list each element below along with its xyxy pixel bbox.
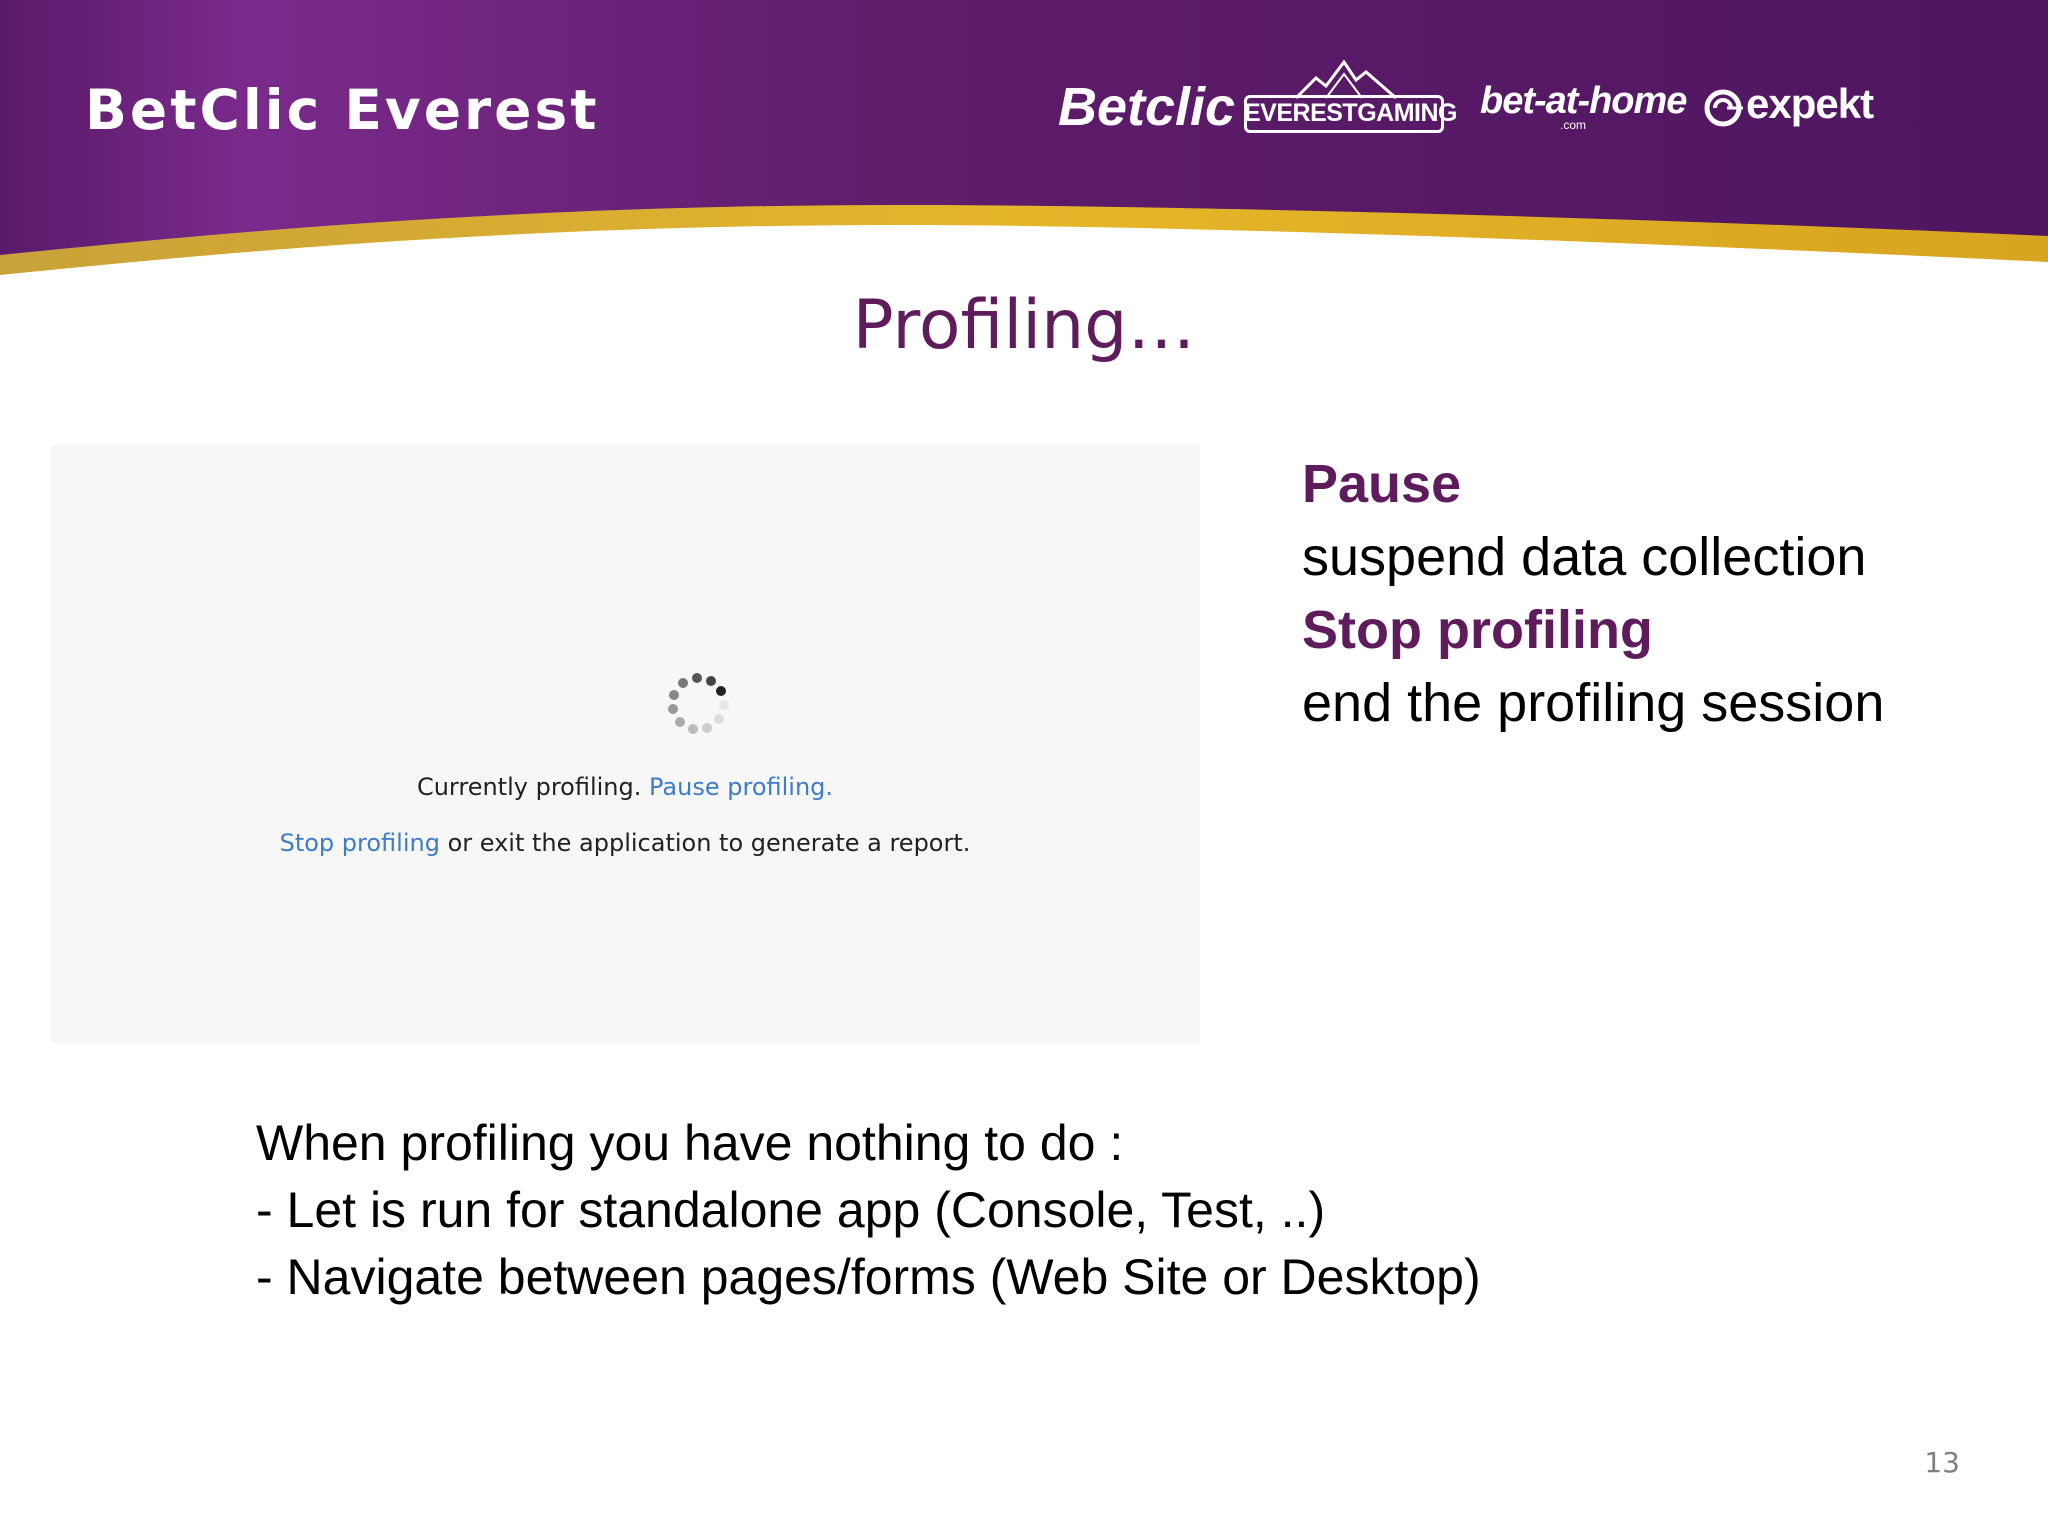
header-banner	[0, 0, 2048, 290]
everest-gaming-text: EVERESTGAMING	[1244, 99, 1457, 127]
notes-line: When profiling you have nothing to do :	[256, 1115, 1124, 1171]
betclic-logo: Betclic	[1058, 77, 1236, 137]
notes-line: - Let is run for standalone app (Console, Test, ..)	[256, 1182, 1326, 1238]
status-text: Currently profiling.	[416, 773, 642, 801]
definition-description: end the profiling session	[1302, 673, 1885, 733]
loading-spinner-icon	[660, 667, 734, 741]
profiling-status	[50, 773, 1200, 801]
definition-term: Pause	[1302, 454, 1462, 514]
stop-profiling-link[interactable]: Stop profiling	[279, 829, 440, 857]
profiling-instructions	[50, 829, 1200, 857]
pause-profiling-link[interactable]: Pause profiling.	[649, 773, 834, 801]
company-name: BetClic Everest	[85, 78, 600, 142]
expekt-swirl-icon	[1703, 88, 1743, 128]
bet-at-home-logo: bet-at-home	[1480, 80, 1687, 122]
everest-gaming-logo	[1244, 60, 1457, 140]
notes-line: - Navigate between pages/forms (Web Site or Desktop)	[256, 1249, 1481, 1305]
bet-at-home-domain: .com	[1560, 118, 1587, 132]
page-number: 13	[1924, 1446, 1960, 1479]
slide-title: Profiling…	[852, 286, 1196, 365]
definition-term: Stop profiling	[1302, 600, 1653, 660]
definitions-list	[1302, 448, 2022, 740]
definition-description: suspend data collection	[1302, 527, 1867, 587]
profiler-screenshot	[50, 445, 1200, 1043]
mountain-icon	[1296, 60, 1396, 100]
profiling-notes	[256, 1110, 1956, 1311]
expekt-logo: expekt	[1746, 80, 1874, 127]
instructions-text: or exit the application to generate a report.	[439, 829, 971, 857]
